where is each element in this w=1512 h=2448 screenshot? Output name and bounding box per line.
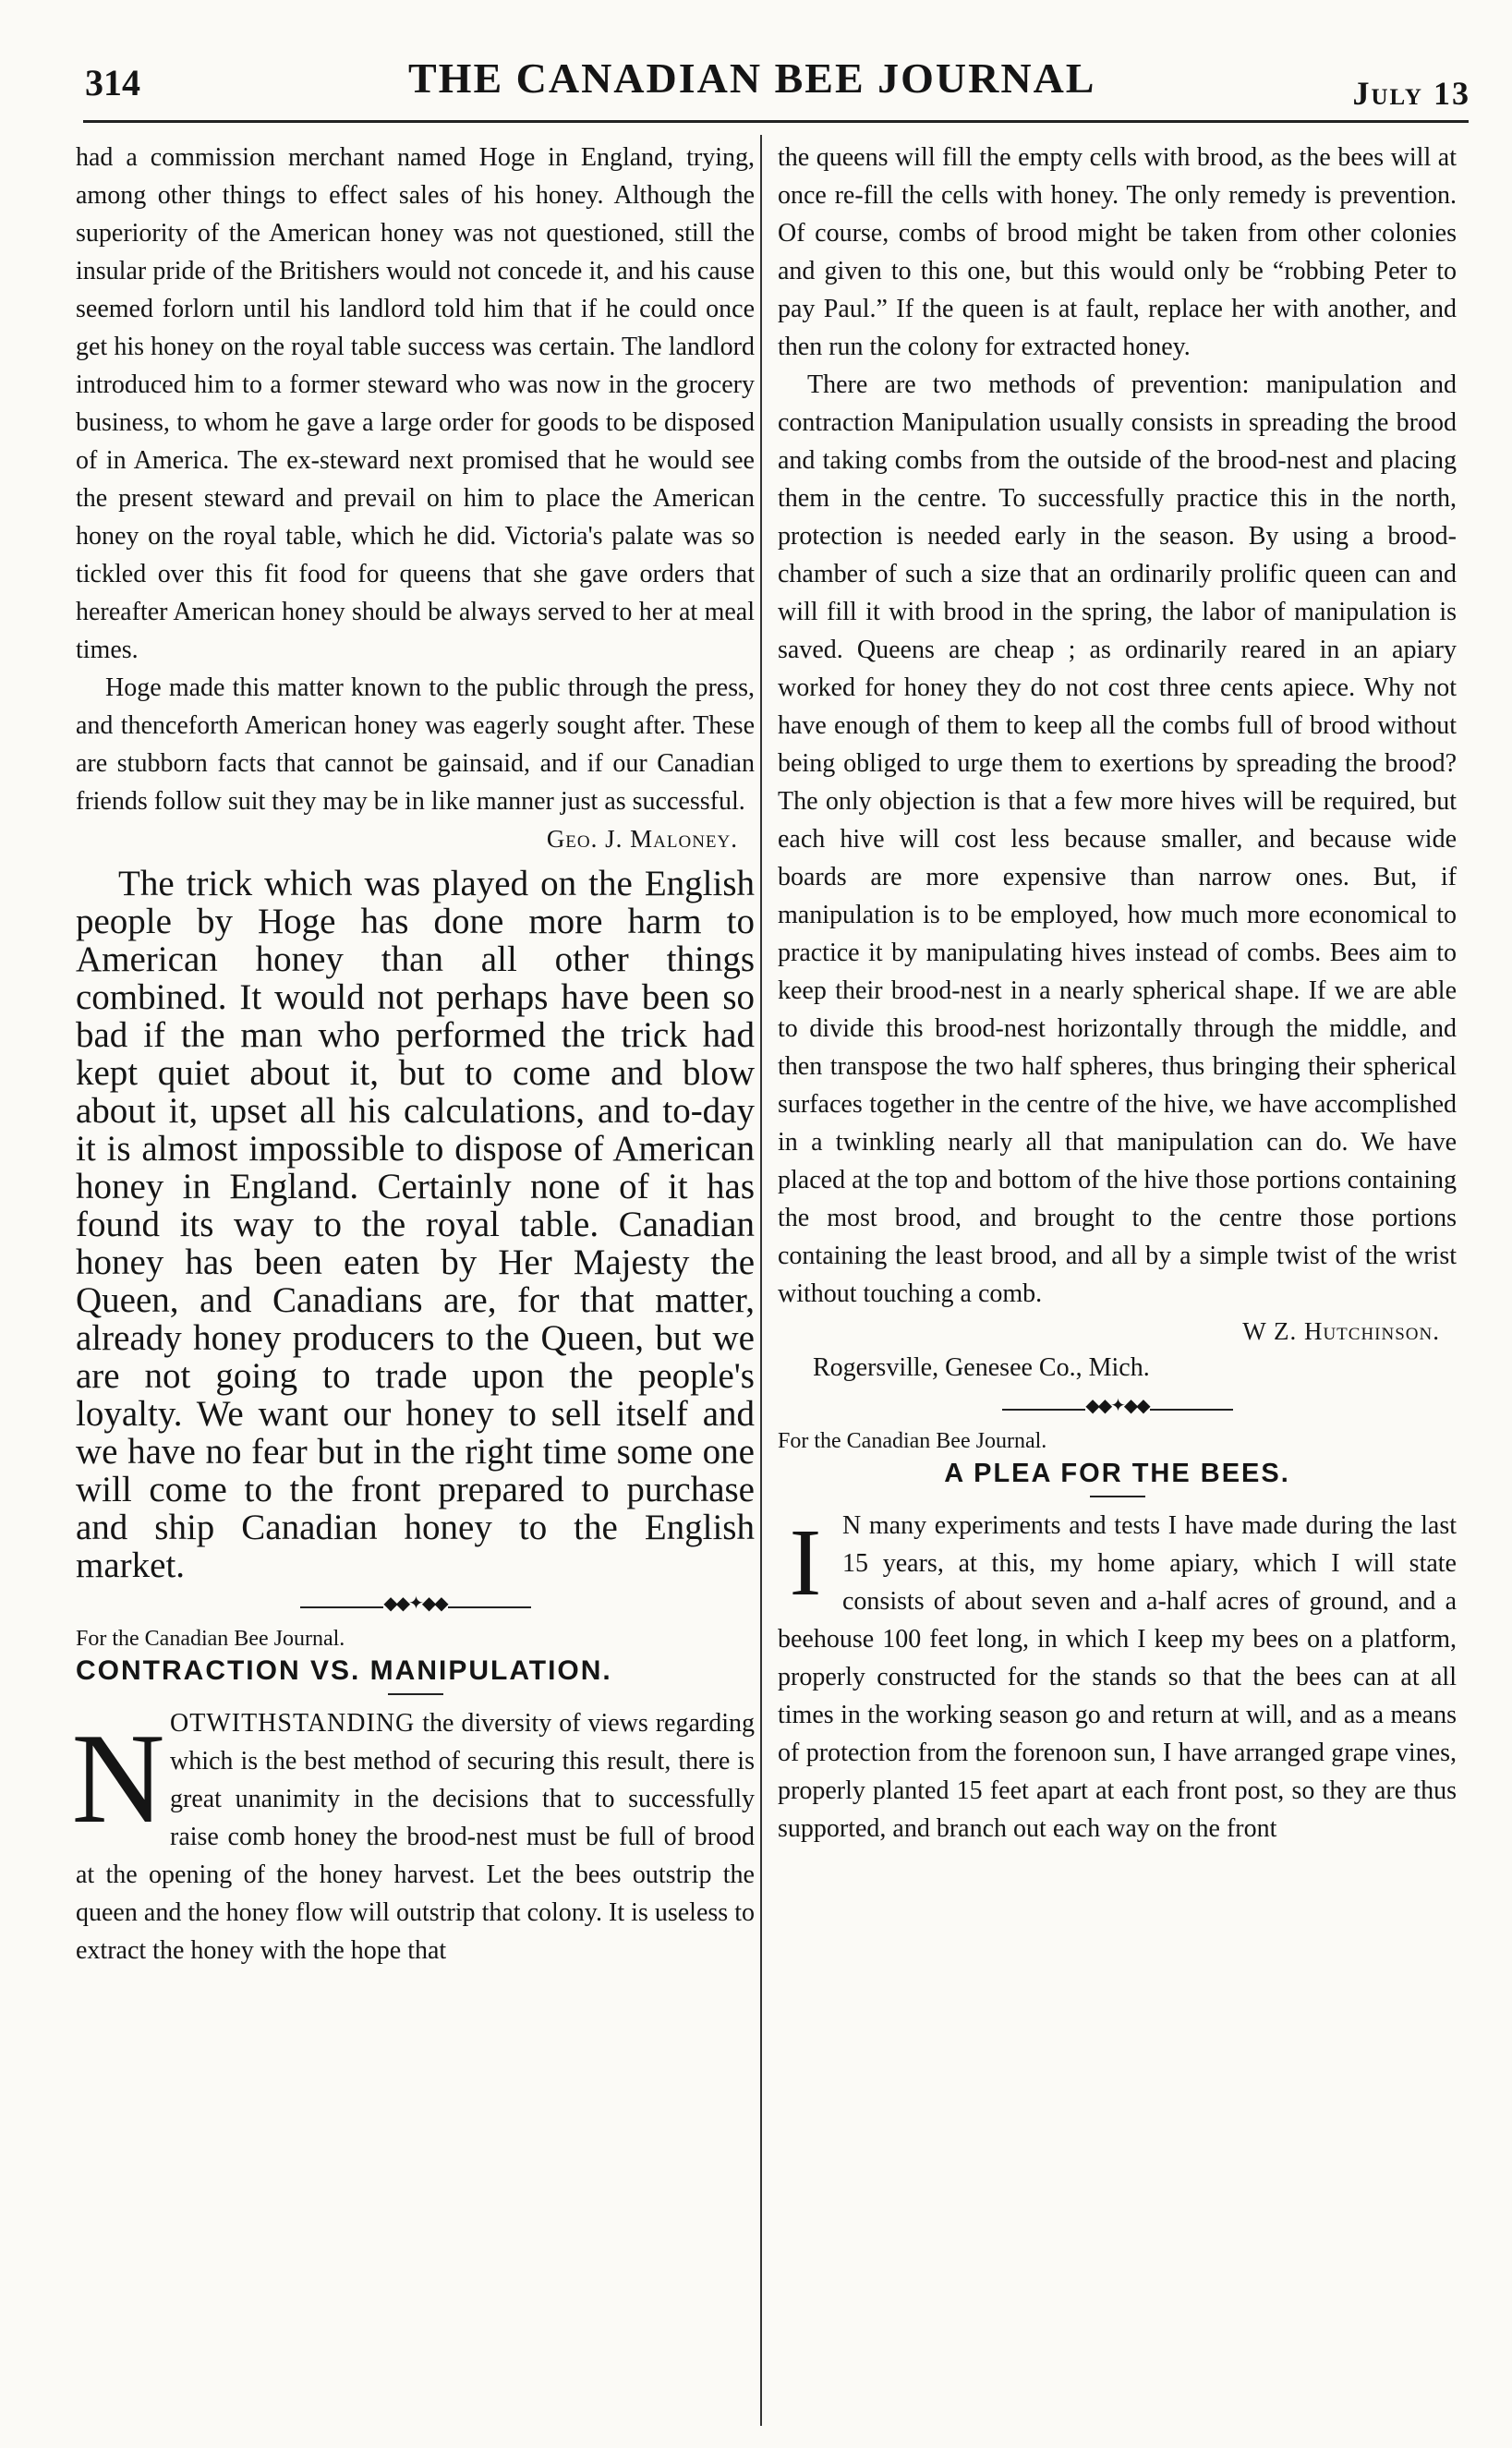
lead-word: OTWITHSTANDING — [170, 1709, 416, 1738]
article-byline: For the Canadian Bee Journal. — [76, 1627, 345, 1651]
article-paragraph: N many experiments and tests I have made during the last 15 years, at this, my home apiary, which I will state consists of about seven and a-half acres of ground, and a beehouse 100 feet long, in which I keep my bees on a platform, properly constructed for the stands so that the bees can at all times in the working season go and return at will, and as a means of protection from the forenoon sun, I have arranged grape vines, properly planted 15 feet apart at each front post, so they are thus supported, and branch out each way on the front — [778, 1511, 1457, 1843]
article-title: CONTRACTION VS. MANIPULATION. — [76, 1655, 612, 1686]
page-number: 314 — [85, 62, 140, 103]
article-body — [71, 1704, 755, 1969]
article-title: A PLEA FOR THE BEES. — [944, 1459, 1290, 1488]
author-signature: W Z. Hutchinson. — [1242, 1317, 1440, 1345]
section-ornament: ◆◆✦◆◆ — [76, 1601, 755, 1614]
article-paragraph: the queens will fill the empty cells with brood, as the bees will at once re-fill the cells with honey. The only remedy is prevention. Of course, combs of brood might be taken from other colonies and given to this one, but this would only be “robbing Peter to pay Paul.” If the queen is at fault, replace her with another, and then run the colony for extracted honey. — [778, 143, 1457, 361]
right-column — [778, 139, 1457, 1848]
section-ornament: ◆◆✦◆◆ — [778, 1403, 1457, 1416]
article-paragraph: the diversity of views regarding which is the best method of securing this result, there is great unanimity in the decisions that to successfully raise comb honey the brood-nest must be full of brood at the opening of the honey harvest. Let the bees outstrip the queen and the honey flow will outstrip that colony. It is useless to extract the honey with the hope that — [76, 1709, 755, 1965]
article-paragraph: had a commission merchant named Hoge in England, trying, among other things to effect sales of his honey. Although the superiority of the American honey was not questioned, still the insular pride of the Britishers would not concede it, and his cause seemed forlorn until his landlord told him that if he could once get his honey on the royal table success was certain. The landlord introduced him to a former steward who was now in the grocery business, to whom he gave a large order for goods to be disposed of in America. The ex-steward next promised that he would see the present steward and prevail on him to place the American honey on the royal table, which he did. Victoria's palate was so tickled over this fit food for queens that she gave orders that hereafter American honey should be always served to her at meal times. — [76, 143, 755, 664]
column-divider — [760, 135, 762, 2426]
page-header — [85, 54, 1470, 118]
issue-date: July 13 — [1352, 75, 1470, 112]
journal-title: THE CANADIAN BEE JOURNAL — [408, 55, 1096, 102]
left-column — [71, 139, 755, 1969]
title-rule — [388, 1693, 443, 1695]
header-rule — [83, 120, 1469, 123]
article-paragraph: There are two methods of prevention: manipulation and contraction Manipulation usually consists in spreading the brood and taking combs from the outside of the brood-nest and placing them in the centre. To successfully practice this in the north, protection is needed early in the season. By using a brood-chamber of such a size that an ordinarily prolific queen can and will fill it with brood in the spring, the labor of manipulation is saved. Queens are cheap ; as ordinarily reared in an apiary worked for honey they do not cost three cents apiece. Why not have enough of them to keep all the combs full of brood without being obliged to urge them to exertions by spreading the brood? The only objection is that a few more hives will be required, but each hive will cost less because smaller, and because wide boards are more expensive than narrow ones. But, if manipulation is to be employed, how much more economical to practice it by manipulating hives instead of combs. Bees aim to keep their brood-nest in a nearly spherical shape. If we are able to divide this brood-nest horizontally through the middle, and then transpose the two half spheres, thus bringing their spherical surfaces together in the centre of the hive, we have accomplished in a twinkling nearly all that manipulation can do. We have placed at the top and bottom of the hive those portions containing the most brood, and brought to the centre those portions containing the least brood, and all by a simple twist of the wrist without touching a comb. — [778, 370, 1457, 1308]
author-location: Rogersville, Genesee Co., Mich. — [813, 1353, 1150, 1382]
author-signature: Geo. J. Maloney. — [546, 825, 738, 853]
editorial-comment: The trick which was played on the English people by Hoge has done more harm to American honey than all other things combined. It would not perhaps have been so bad if the man who performed the trick had kept quiet about it, but to come and blow about it, upset all his calculations, and to-day it is almost impossible to dispose of American honey in England. Certainly none of it has found its way to the royal table. Canadian honey has been eaten by Her Majesty the Queen, and Canadians are, for that matter, already honey producers to the Queen, but we are not going to trade upon the people's loyalty. We want our honey to sell itself and we have no fear but in the right time some one will come to the front prepared to purchase and ship Canadian honey to the English market. — [76, 864, 755, 1585]
article-paragraph: Hoge made this matter known to the public through the press, and thenceforth American honey was eagerly sought after. These are stubborn facts that cannot be gainsaid, and if our Canadian friends follow suit they may be in like manner just as successful. — [76, 673, 755, 816]
article-body — [778, 1507, 1457, 1848]
article-byline: For the Canadian Bee Journal. — [778, 1429, 1047, 1453]
drop-cap: N — [71, 1707, 165, 1850]
drop-cap: I — [789, 1509, 822, 1616]
title-rule — [1090, 1496, 1145, 1497]
